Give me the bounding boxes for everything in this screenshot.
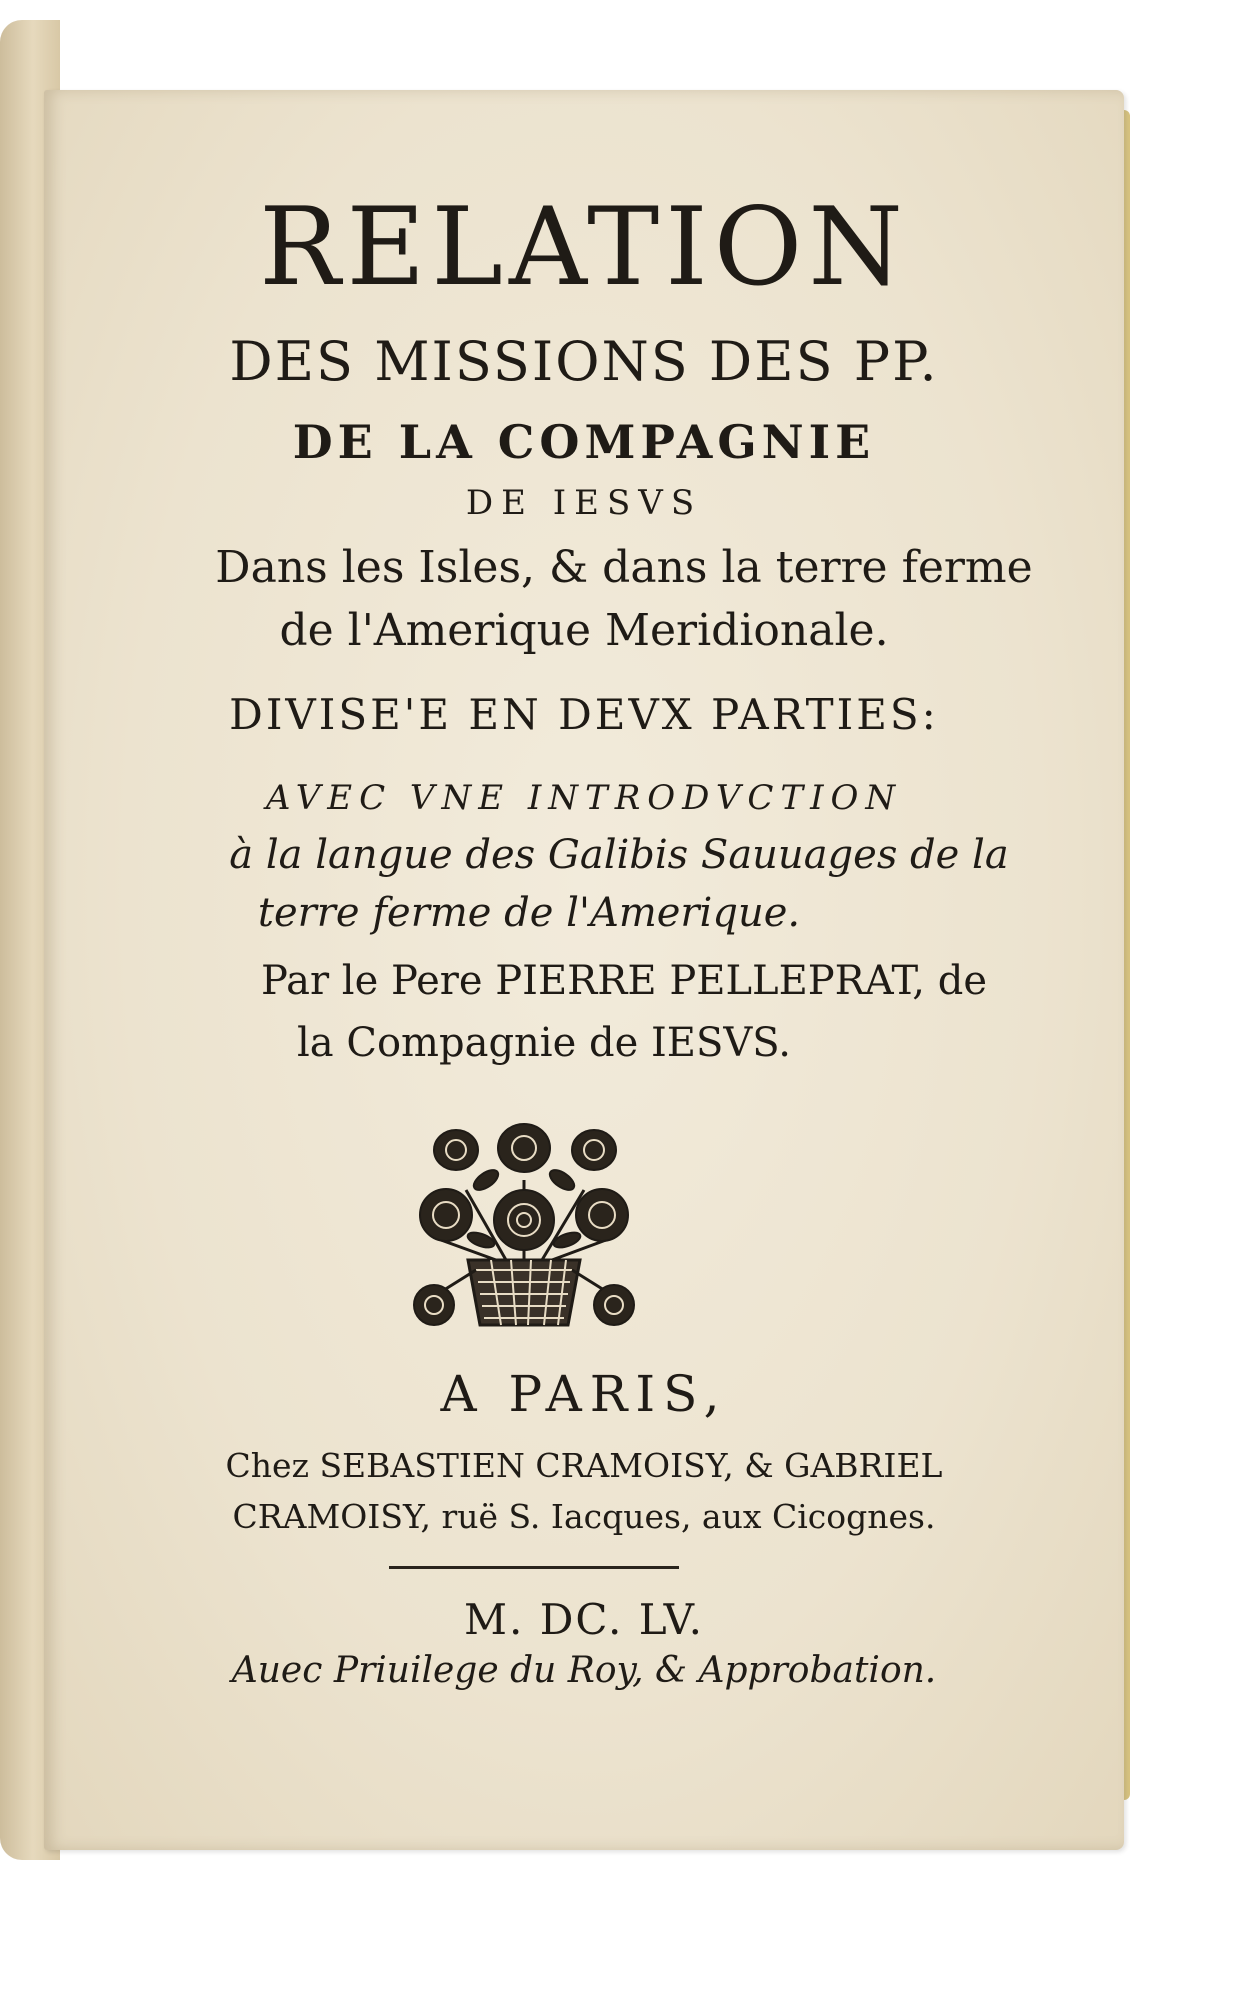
subtitle-line-1: DES MISSIONS DES PP. (229, 330, 939, 393)
publisher-line-2: CRAMOISY, ruë S. Iacques, aux Cicognes. (232, 1497, 936, 1536)
publisher-line-1: Chez SEBASTIEN CRAMOISY, & GABRIEL (225, 1446, 943, 1485)
description-line-1: Dans les Isles, & dans la terre ferme (215, 542, 1033, 593)
introduction-line-1: AVEC VNE INTRODVCTION (265, 778, 903, 818)
imprint-city: A PARIS, (440, 1365, 728, 1423)
flower-basket-woodcut-icon (406, 1120, 642, 1335)
introduction-line-3: terre ferme de l'Amerique. (257, 890, 801, 936)
author-line-2: la Compagnie de IESVS. (297, 1020, 791, 1066)
publication-year: M. DC. LV. (464, 1595, 704, 1644)
subtitle-line-2: DE LA COMPAGNIE (292, 415, 876, 469)
privilege-line: Auec Priuilege du Roy, & Approbation. (231, 1650, 937, 1691)
author-line-1: Par le Pere PIERRE PELLEPRAT, de (260, 958, 987, 1004)
description-line-2: de l'Amerique Meridionale. (279, 605, 889, 656)
introduction-line-2: à la langue des Galibis Sauuages de la (229, 832, 1009, 878)
subtitle-line-3: DE IESVS (465, 483, 703, 523)
book-title: RELATION (259, 185, 909, 310)
title-page (44, 90, 1124, 1850)
division-line: DIVISE'E EN DEVX PARTIES: (229, 690, 939, 739)
divider-rule (389, 1566, 679, 1569)
